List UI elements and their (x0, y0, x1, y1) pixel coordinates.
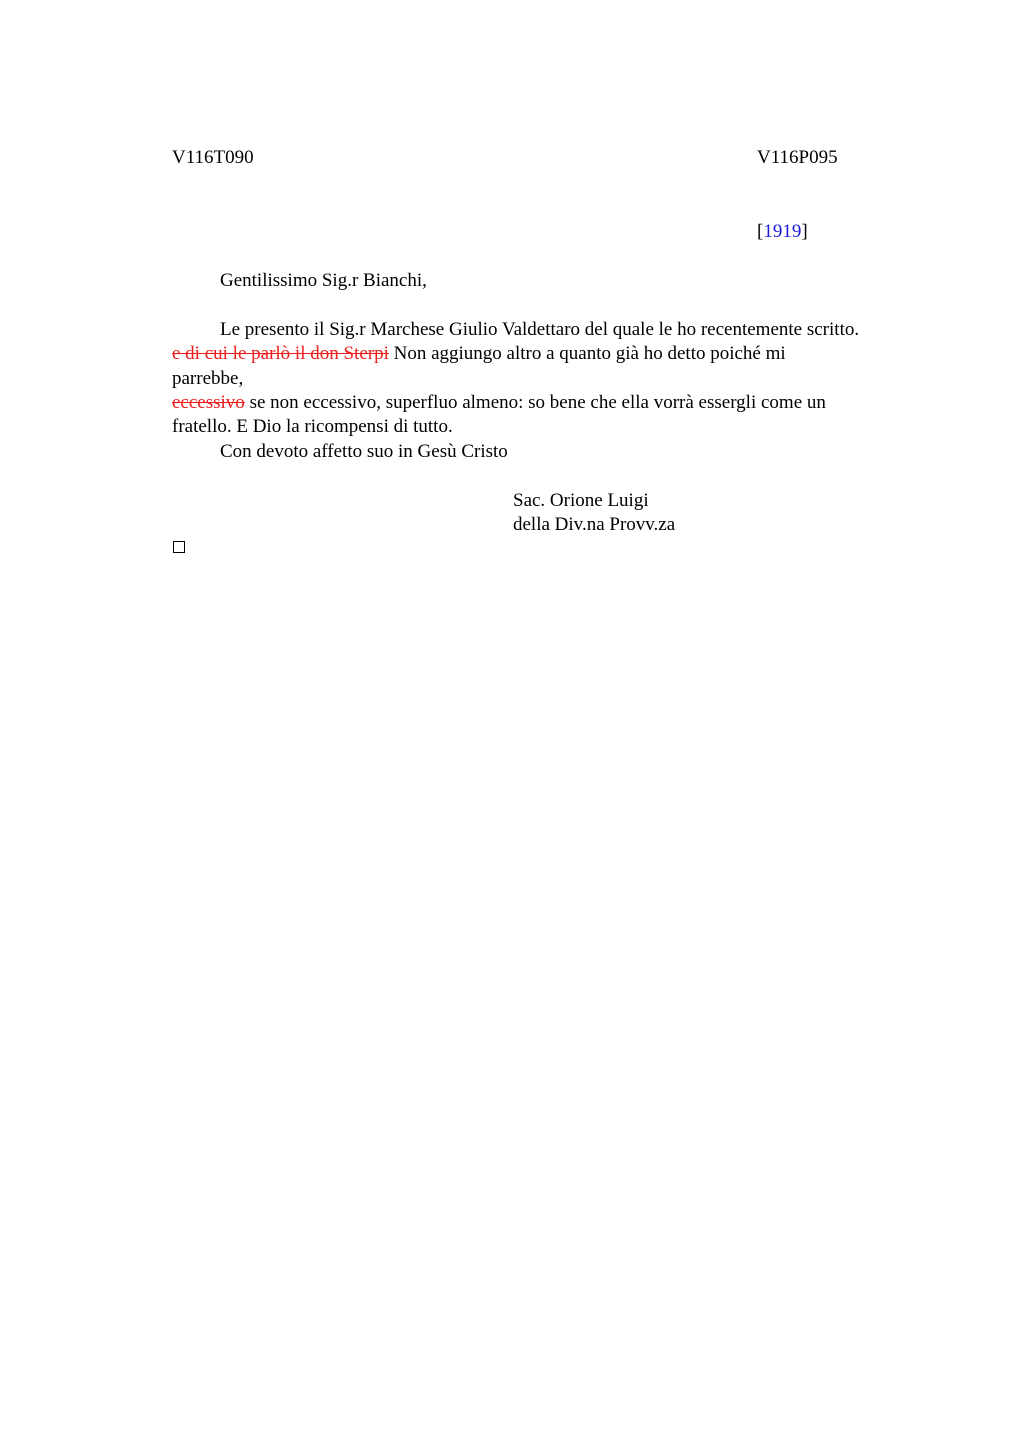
body-line-1: Le presento il Sig.r Marchese Giulio Valdettaro del quale le ho recentemente scritto. (220, 319, 860, 340)
date-year: 1919 (763, 221, 802, 242)
deleted-text-2: eccessivo (172, 392, 245, 413)
body-line-4 (172, 391, 826, 415)
salutation: Gentilissimo Sig.r Bianchi, (220, 270, 427, 291)
document-code-right: V116P095 (757, 147, 838, 168)
body-line-2-text: Non aggiungo altro a quanto già ho detto poiché mi (388, 343, 786, 364)
date-line (757, 220, 808, 244)
closing-line: Con devoto affetto suo in Gesù Cristo (220, 441, 508, 462)
date-close-bracket: ] (801, 221, 808, 242)
body-line-4-text: se non eccessivo, superfluo almeno: so bene che ella vorrà essergli come un (244, 392, 826, 413)
document-code-left: V116T090 (172, 147, 254, 168)
signature-title: della Div.na Provv.za (513, 514, 676, 535)
deleted-text-1: e di cui le parlò il don Sterpi (172, 343, 389, 364)
body-line-5: fratello. E Dio la ricompensi di tutto. (172, 416, 453, 437)
signature-name: Sac. Orione Luigi (513, 490, 649, 511)
body-line-2 (172, 342, 786, 366)
body-line-3: parrebbe, (172, 368, 244, 389)
date-open-bracket: [ (757, 221, 764, 242)
checkbox-icon (173, 541, 185, 553)
